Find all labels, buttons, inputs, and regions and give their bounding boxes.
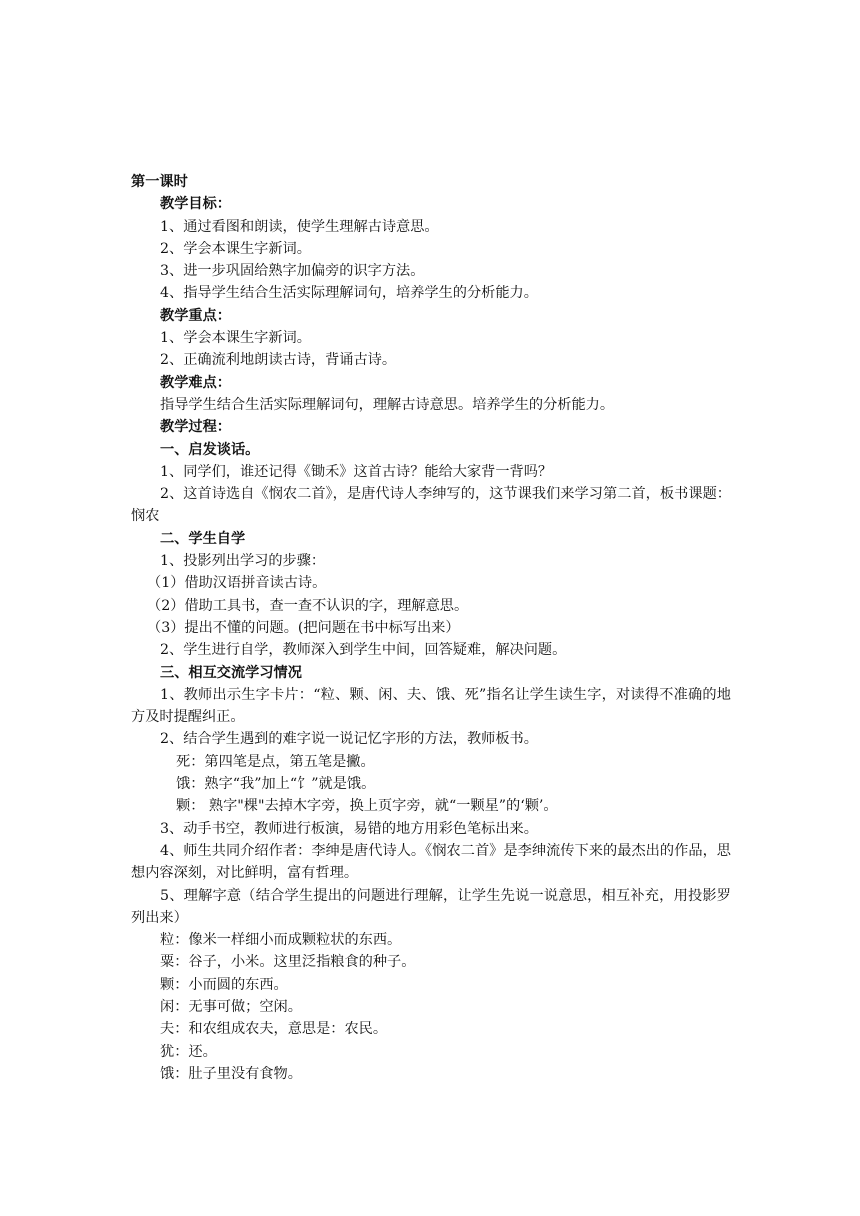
section-heading-objectives: 教学目标： [160, 196, 231, 213]
definition-item: 夫：和农组成农夫，意思是：农民。 [160, 1021, 388, 1038]
definition-item: 颗：小而圆的东西。 [160, 976, 288, 993]
step-item: 2、学生进行自学，教师深入到学生中间，回答疑难，解决问题。 [160, 642, 567, 659]
lesson-heading: 第一课时 [131, 174, 188, 190]
character-note: 颗： 熟字"棵"去掉木字旁，换上页字旁，就“一颗星”的‘颗’。 [176, 798, 558, 815]
step-item: 1、投影列出学习的步骤： [160, 553, 326, 570]
step-item: 2、结合学生遇到的难字说一说记忆字形的方法，教师板书。 [160, 731, 538, 748]
step-item: 2、这首诗选自《悯农二首》，是唐代诗人李绅写的，这节课我们来学习第二首，板书课题：悯农 [131, 486, 731, 525]
definition-item: 粒：像米一样细小而成颗粒状的东西。 [160, 932, 402, 949]
sub-step-item: （3）提出不懂的问题。(把问题在书中标写出来） [147, 619, 460, 636]
character-note: 饿：熟字“我”加上“饣”就是饿。 [176, 776, 376, 793]
step-item: 1、教师出示生字卡片：“粒、颗、闲、夫、饿、死”指名让学生读生字，对读得不准确的地方及时提醒纠正。 [131, 686, 731, 726]
step-heading: 三、相互交流学习情况 [160, 664, 302, 681]
key-point-item: 1、学会本课生字新词。 [160, 330, 311, 347]
sub-step-item: （2）借助工具书，查一查不认识的字，理解意思。 [147, 597, 469, 614]
section-heading-process: 教学过程： [160, 419, 231, 436]
definition-item: 闲：无事可做；空闲。 [160, 998, 302, 1015]
definition-item: 犹：还。 [160, 1043, 217, 1060]
step-item: 3、动手书空，教师进行板演，易错的地方用彩色笔标出来。 [160, 820, 538, 837]
step-item: 4、师生共同介绍作者：李绅是唐代诗人。《悯农二首》是李绅流传下来的最杰出的作品，思想内容深刻，对比鲜明，富有哲理。 [131, 842, 731, 882]
character-note: 死：第四笔是点，第五笔是撇。 [176, 753, 375, 770]
objective-item: 4、指导学生结合生活实际理解词句，培养学生的分析能力。 [160, 285, 538, 302]
objective-item: 3、进一步巩固给熟字加偏旁的识字方法。 [160, 263, 425, 280]
definition-item: 粟：谷子，小米。这里泛指粮食的种子。 [160, 954, 416, 971]
step-item: 5、理解字意（结合学生提出的问题进行理解，让学生先说一说意思，相互补充，用投影罗列出来） [131, 887, 731, 926]
section-heading-difficulties: 教学难点： [160, 374, 231, 391]
step-heading: 二、学生自学 [160, 530, 246, 547]
objective-item: 2、学会本课生字新词。 [160, 240, 311, 257]
difficulty-text: 指导学生结合生活实际理解词句，理解古诗意思。培养学生的分析能力。 [160, 396, 615, 413]
section-heading-key-points: 教学重点： [160, 307, 231, 324]
document-body [131, 171, 731, 1085]
key-point-item: 2、正确流利地朗读古诗，背诵古诗。 [160, 352, 397, 369]
sub-step-item: （1）借助汉语拼音读古诗。 [147, 575, 327, 592]
step-item: 1、同学们，谁还记得《锄禾》这首古诗？能给大家背一背吗？ [160, 463, 553, 480]
step-heading: 一、启发谈话。 [160, 441, 260, 458]
objective-item: 1、通过看图和朗读，使学生理解古诗意思。 [160, 218, 439, 235]
definition-item: 饿：肚子里没有食物。 [160, 1065, 302, 1082]
